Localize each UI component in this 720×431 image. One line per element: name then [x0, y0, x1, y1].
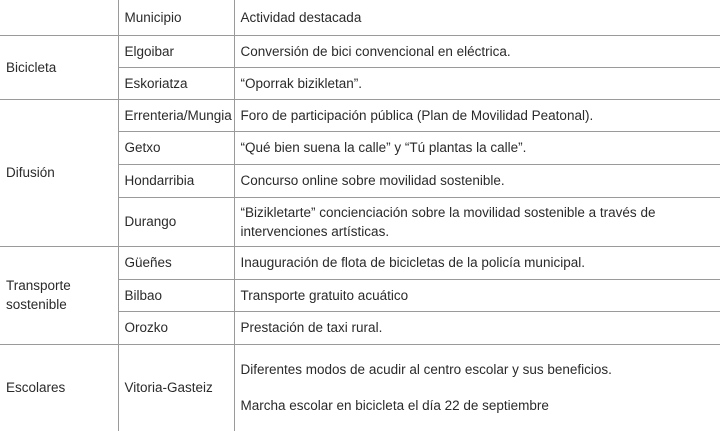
- municipality-cell: Elgoibar: [118, 35, 234, 67]
- category-cell-transporte: Transporte sostenible: [0, 246, 118, 344]
- municipality-cell: Orozko: [118, 311, 234, 344]
- municipality-cell: Errenteria/Mungia: [118, 99, 234, 131]
- activity-cell: Foro de participación pública (Plan de Movilidad Peatonal).: [234, 99, 720, 131]
- table-row: [0, 99, 720, 131]
- activity-cell: Conversión de bici convencional en eléctrica.: [234, 35, 720, 67]
- header-municipality-cell: Municipio: [118, 0, 234, 35]
- municipality-cell: Eskoriatza: [118, 67, 234, 99]
- activity-text-extra: Marcha escolar en bicicleta el día 22 de septiembre: [240, 398, 549, 414]
- table-row: [0, 246, 720, 279]
- category-cell-escolares: Escolares: [0, 344, 118, 431]
- table-header-row: [0, 0, 720, 35]
- activity-cell: Inauguración de flota de bicicletas de la policía municipal.: [234, 246, 720, 279]
- activity-cell: “Oporrak bizikletan”.: [234, 67, 720, 99]
- municipality-cell: Bilbao: [118, 279, 234, 311]
- municipality-cell: Güeñes: [118, 246, 234, 279]
- header-category-cell: [0, 0, 118, 35]
- activity-cell: Prestación de taxi rural.: [234, 311, 720, 344]
- municipality-cell: Vitoria-Gasteiz: [118, 344, 234, 431]
- activity-text: Diferentes modos de acudir al centro escolar y sus beneficios.: [240, 362, 612, 378]
- municipality-cell: Getxo: [118, 131, 234, 164]
- category-cell-difusion: Difusión: [0, 99, 118, 246]
- table-row: [0, 35, 720, 67]
- category-cell-bicicleta: Bicicleta: [0, 35, 118, 99]
- table-row: [0, 344, 720, 431]
- activity-cell: “Qué bien suena la calle” y “Tú plantas la calle”.: [234, 131, 720, 164]
- activity-cell: Transporte gratuito acuático: [234, 279, 720, 311]
- activity-cell: [234, 344, 720, 431]
- activity-cell: Concurso online sobre movilidad sostenible.: [234, 164, 720, 197]
- header-activity-cell: Actividad destacada: [234, 0, 720, 35]
- municipality-cell: Hondarribia: [118, 164, 234, 197]
- municipality-cell: Durango: [118, 197, 234, 246]
- activity-cell: “Bizikletarte” concienciación sobre la movilidad sostenible a través de intervenciones artísticas.: [234, 197, 720, 246]
